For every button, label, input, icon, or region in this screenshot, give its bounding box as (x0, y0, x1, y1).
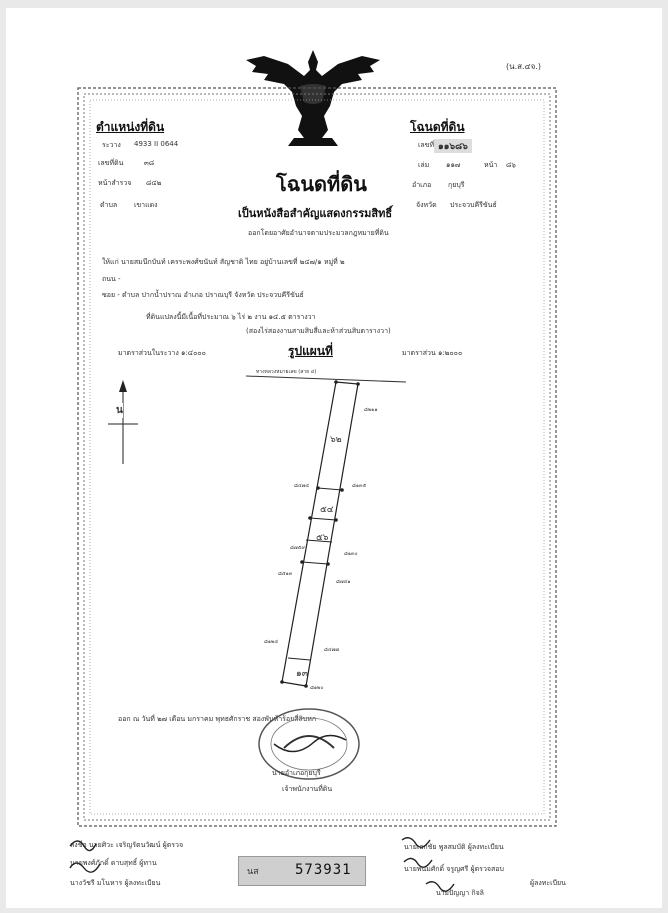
rawang-label: ระวาง (102, 141, 121, 149)
marker-label-3: ๘๑๓๕ (352, 483, 367, 489)
marker-label-7: ๘๗๔๑ (336, 579, 351, 585)
tambon-value: เขาแดง (134, 201, 158, 209)
signature-right-4: ผู้ลงทะเบียน (530, 879, 566, 887)
page-value: ๘๖ (506, 161, 516, 169)
north-label: น (116, 405, 123, 416)
deed-number-value: ๑๑๖๘๖ (434, 139, 472, 153)
issued-line: ออก ณ วันที่ ๒๗ เดือน มกราคม พุทธศักราช สองพันห้าร้อยสี่สิบหก (118, 715, 317, 723)
marker-label-10: ๘๑๒๐ (310, 685, 324, 691)
left-heading: ตำแหน่งที่ดิน (96, 120, 165, 134)
seal-caption: เจ้าพนักงานที่ดิน (282, 785, 333, 793)
marker-label-5: ๘๑๓๐ (344, 551, 358, 557)
road-label: ทางหลวงหมายเลข (สาย ๔) (256, 369, 317, 375)
area-line: ที่ดินแปลงนี้มีเนื้อที่ประมาณ ๖ ไร่ ๒ งาน ๑๔.๕ ตารางวา (146, 313, 316, 321)
serial-prefix: นส (247, 867, 259, 877)
map-scale-left: มาตราส่วนในระวาง ๑:๔๐๐๐ (118, 349, 206, 357)
form-code: (น.ส.๔จ.) (506, 62, 541, 71)
amphoe-value: กุยบุรี (448, 181, 465, 189)
area-note: (สองไร่สองงานสามสิบสี่และห้าส่วนสิบตารางวา) (246, 327, 391, 335)
page-label: หน้า (484, 161, 498, 169)
marker-label-9: ๘๔๗๗ (324, 647, 340, 653)
seal-signature-text: นายอำเภอกุยบุรี (272, 769, 321, 777)
serial-number: 573931 (295, 862, 352, 878)
book-value: ๑๑๗ (446, 161, 461, 169)
deed-number-label: เลขที่ (418, 141, 435, 149)
survey-page-value: ๘๔๒ (146, 179, 162, 187)
province-label: จังหวัด (416, 201, 437, 209)
survey-page-label: หน้าสำรวจ (98, 179, 132, 187)
document-page (6, 8, 662, 908)
marker-label-6: ๘๕๑๓ (278, 571, 293, 577)
map-title: รูปแผนที่ (288, 344, 333, 358)
right-heading: โฉนดที่ดิน (410, 120, 465, 134)
signature-right-3: นายปัญญา กิจลิ (436, 889, 484, 897)
marker-label-2: ๘๔๗๔ (294, 483, 310, 489)
issued-by: ออกโดยอาศัยอำนาจตามประมวลกฎหมายที่ดิน (248, 229, 389, 237)
rawang-value: 4933 II 0644 (134, 140, 179, 148)
tambon-label: ตำบล (100, 201, 118, 209)
marker-label-1: ๘๒๑๑ (364, 407, 378, 413)
signature-right-2: นายพนมศักดิ์ จรูญศรี ผู้ตรวจสอบ (404, 865, 504, 873)
marker-label-4: ๘๗๕๙ (290, 545, 306, 551)
book-label: เล่ม (418, 161, 430, 169)
north-arrow-icon (106, 378, 140, 468)
map-scale-right: มาตราส่วน ๑:๒๐๐๐ (402, 349, 463, 357)
marker-label-8: ๘๑๒๔ (264, 639, 279, 645)
signature-right-1: นายเอกชัย พูลสมบัติ ผู้ลงทะเบียน (404, 843, 504, 851)
main-title: โฉนดที่ดิน (276, 172, 367, 196)
amphoe-label: อำเภอ (412, 181, 432, 189)
signature-left-1: ลงชื่อ นายศิวะ เจริญรัตนวัฒน์ ผู้ตรวจ (70, 841, 184, 849)
parcel-label-1: ๖๒ (330, 435, 342, 445)
parcel-label-4: ๑๓ (296, 669, 308, 679)
owner-line1: ให้แก่ นายสมนึกบันท์ เครระพงศ์ขนันท์ สัญชาติ ไทย อยู่บ้านเลขที่ ๒๔๗/๑ หมู่ที่ ๒ (102, 258, 345, 266)
subtitle: เป็นหนังสือสำคัญแสดงกรรมสิทธิ์ (238, 207, 393, 220)
owner-line3: ซอย - ตำบล ปากน้ำปราณ อำเภอ ปราณบุรี จังหวัด ประจวบคีรีขันธ์ (102, 291, 304, 299)
owner-line2: ถนน - (102, 275, 121, 283)
parcel-label-2: ๕๔ (320, 505, 334, 515)
signature-left-2: นายพงศ์ภักดิ์ ดาบสุทธิ์ ผู้ทาน (70, 859, 157, 867)
serial-number-box (238, 856, 366, 886)
land-no-value: ๓๘ (144, 159, 155, 167)
parcel-label-3: ๕๖ (316, 533, 329, 543)
signature-left-3: นางวัชรี มโนหาร ผู้ลงทะเบียน (70, 879, 161, 887)
land-no-label: เลขที่ดิน (98, 159, 124, 167)
province-value: ประจวบคีรีขันธ์ (450, 201, 497, 209)
